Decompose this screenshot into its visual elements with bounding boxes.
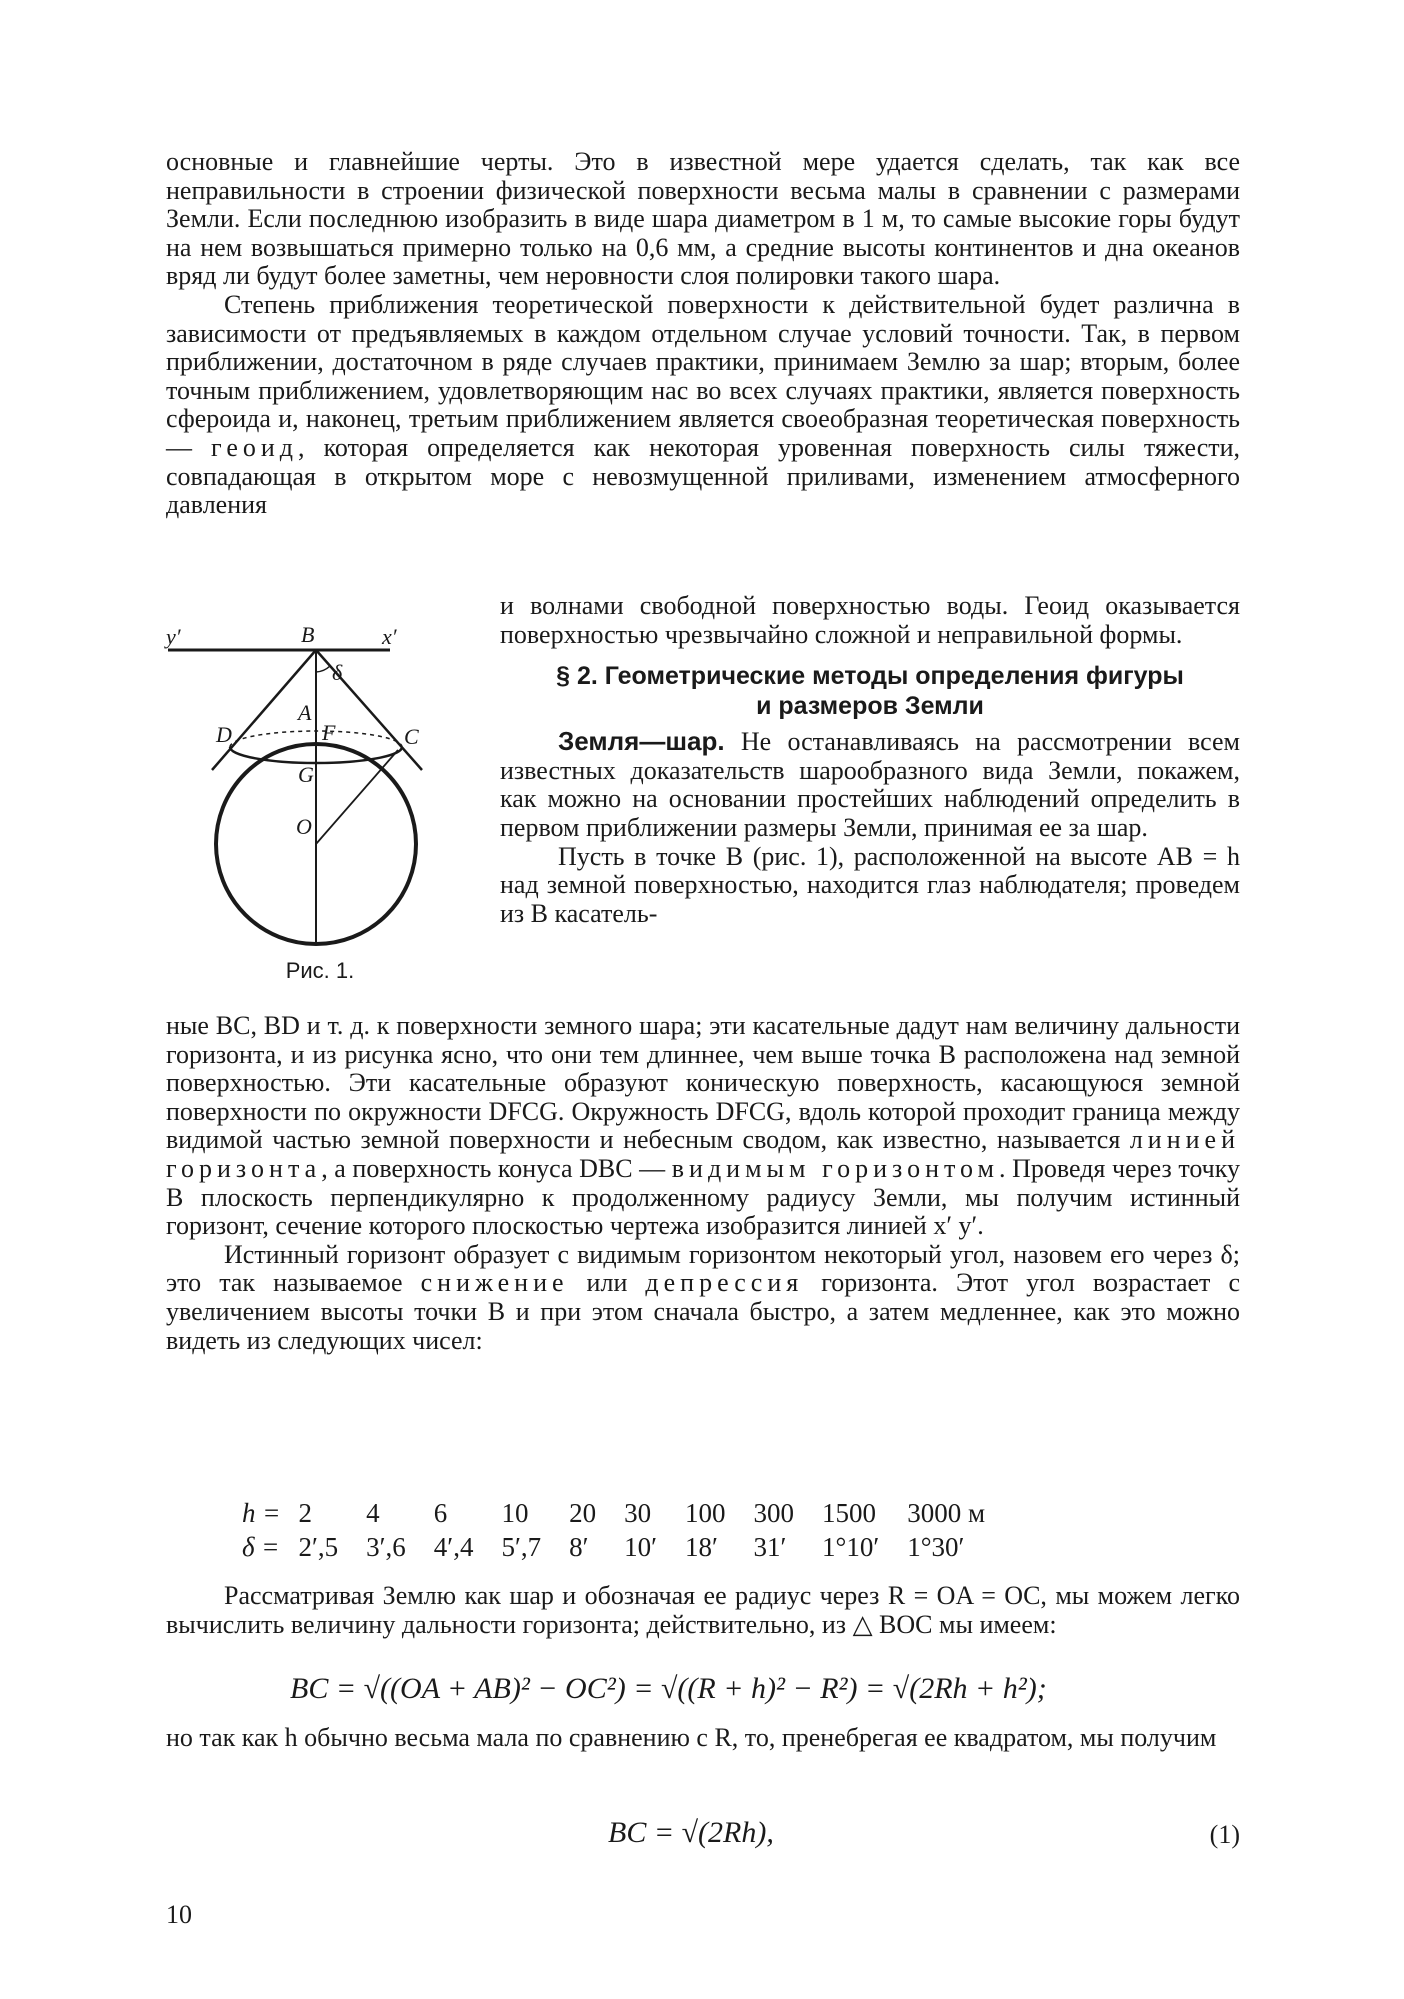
paragraph-3: [500, 727, 1240, 842]
paragraph-5-part-a: Истинный горизонт образует с видимым горизонтом некоторый угол, назовем его через δ; это так называемое: [166, 1239, 1240, 1298]
term-dip: снижение: [420, 1268, 569, 1298]
label-x: x′: [382, 624, 397, 649]
table-cell-h: 4: [366, 1497, 380, 1528]
label-y: y′: [166, 624, 181, 649]
paragraph-5-or: или: [568, 1268, 646, 1298]
table-cell-h: 1500: [822, 1497, 877, 1528]
formula-bc-approx: BC = √(2Rh),: [608, 1816, 774, 1849]
paragraph-4-part-c: . Проведя через точку B плоскость перпендикулярно к продолженному радиусу Земли, мы получим истинный горизонт, сечение которого плоскостью чертежа изобразится линией x′ y′.: [166, 1153, 1241, 1241]
table-cell-h: 300: [753, 1497, 795, 1528]
table-row-dips: [232, 1530, 999, 1564]
table-cell-delta: 3′,6: [366, 1531, 406, 1562]
label-delta: δ: [332, 660, 343, 685]
paragraph-4-continuation: [166, 1012, 1240, 1241]
term-visible-horizon: видимым горизонтом: [671, 1153, 1000, 1183]
label-g: G: [298, 762, 314, 787]
delta-angle-arc: [316, 666, 330, 672]
term-horizon-line: линией горизонта: [166, 1125, 1240, 1183]
table-cell-h: 20: [569, 1497, 597, 1528]
term-geoid: геоид: [211, 432, 299, 462]
table-cell-h: 10: [501, 1497, 529, 1528]
table-cell-delta: 10′: [624, 1531, 658, 1562]
label-d: D: [216, 722, 232, 747]
top-text-block: [166, 148, 1240, 520]
wrapped-text-block: [500, 592, 1240, 928]
section-heading: [500, 661, 1240, 721]
row-label-h: h =: [242, 1497, 281, 1528]
section-heading-line-2: и размеров Земли: [756, 692, 984, 721]
table-cell-delta: 1°10′: [822, 1531, 880, 1562]
page-number: 10: [166, 1900, 192, 1929]
paragraph-6: Рассматривая Землю как шар и обозначая ее радиус через R = OA = OC, мы можем легко вычислить величину дальности горизонта; действительно, из △ BOC мы имеем:: [166, 1581, 1240, 1639]
paragraph-1: основные и главнейшие черты. Это в известной мере удается сделать, так как все неправильности в строении физической поверхности весьма малы в сравнении с размерами Земли. Если последнюю изобразить в виде шара диаметром в 1 м, то самые высокие горы будут на нем возвышаться примерно только на 0,6 мм, а средние высоты континентов и дна океанов вряд ли будут более заметны, чем неровности слоя полировки такого шара.: [166, 147, 1240, 291]
paragraph-2: [166, 291, 1240, 520]
table-cell-delta: 4′,4: [433, 1531, 474, 1562]
paragraph-4-part-b: , а поверхность конуса DBC —: [321, 1153, 672, 1183]
paragraph-5: [166, 1241, 1240, 1355]
table-cell-delta: 31′: [753, 1531, 787, 1562]
paragraph-3-text: Не останавливаясь на рассмотрении всем известных доказательств шарообразного вида Земли, покажем, как можно на основании простейших наблюдений определить в первом приближении размеры Земли, принимая ее за шар.: [500, 727, 1240, 842]
term-depression: депрессия: [645, 1268, 804, 1298]
table-cell-h: 2: [298, 1497, 312, 1528]
figure-1-earth-horizon-diagram: [160, 622, 490, 952]
paragraph-4-part-a: ные BC, BD и т. д. к поверхности земного шара; эти касательные дадут нам величину дальности горизонта, и из рисунка ясно, что они тем длиннее, чем выше точка B расположена над земной поверхностью. Эти касательные образуют коническую поверхность, касающуюся земной поверхности по окружности DFCG. Окружность DFCG, вдоль которой проходит граница между видимой частью земной поверхности и небесным сводом, как известно, называется: [166, 1011, 1240, 1155]
lower-text-block: [166, 1582, 1240, 1639]
label-c: C: [404, 724, 419, 749]
formula-bc-full: BC = √((OA + AB)² − OC²) = √((R + h)² − R²) = √(2Rh + h²);: [290, 1672, 1047, 1705]
lower-text-block-2: [166, 1724, 1240, 1753]
table-cell-h: 6: [433, 1497, 448, 1528]
label-f: F: [322, 720, 336, 745]
table-cell-delta: 1°30′: [907, 1531, 965, 1562]
label-o: O: [296, 814, 312, 839]
paragraph-5-part-b: горизонта. Этот угол возрастает с увеличением высоты точки B и при этом сначала быстро, а затем медленнее, как это можно видеть из следующих чисел:: [166, 1268, 1240, 1355]
table-cell-delta: 8′: [569, 1531, 589, 1562]
height-dip-table: [232, 1496, 999, 1564]
paragraph-2-continuation: и волнами свободной поверхностью воды. Геоид оказывается поверхностью чрезвычайно сложной и неправильной формы.: [500, 591, 1240, 649]
middle-text-block: [166, 1012, 1240, 1355]
table-row-heights: [232, 1496, 999, 1530]
paragraph-2-part-a: Степень приближения теоретической поверхности к действительной будет различна в зависимости от предъявляемых в каждом отдельном случае условий точности. Так, в первом приближении, достаточном в ряде случаев практики, принимаем Землю за шар; вторым, более точным приближением, удовлетворяющим нас во всех случаях практики, является поверхность сфероида и, наконец, третьим приближением является своеобразная теоретическая поверхность —: [166, 289, 1240, 462]
table-cell-delta: 18′: [685, 1531, 718, 1562]
table-cell-delta: 5′,7: [501, 1531, 542, 1562]
paragraph-2-part-b: , которая определяется как некоторая уровенная поверхность силы тяжести, совпадающая в открытом море с невозмущенной приливами, изменением атмосферного давления: [166, 432, 1241, 520]
table-cell-h: 30: [624, 1497, 652, 1528]
label-a: A: [298, 700, 312, 725]
row-label-delta: δ =: [242, 1531, 280, 1562]
runin-heading-earth-sphere: Земля—шар.: [558, 726, 725, 757]
figure-caption: Рис. 1.: [285, 958, 355, 983]
table-cell-delta: 2′,5: [298, 1531, 339, 1562]
table-cell-h: 100: [685, 1497, 726, 1528]
equation-number: (1): [1209, 1820, 1240, 1849]
paragraph-7: но так как h обычно весьма мала по сравнению с R, то, пренебрегая ее квадратом, мы получим: [166, 1723, 1217, 1752]
section-heading-line-1: § 2. Геометрические методы определения фигуры: [556, 662, 1184, 691]
paragraph-4-wrapped: Пусть в точке B (рис. 1), расположенной на высоте AB = h над земной поверхностью, находится глаз наблюдателя; проведем из B касатель-: [500, 841, 1240, 928]
label-b: B: [301, 622, 315, 647]
table-cell-h: 3000 м: [907, 1497, 986, 1528]
